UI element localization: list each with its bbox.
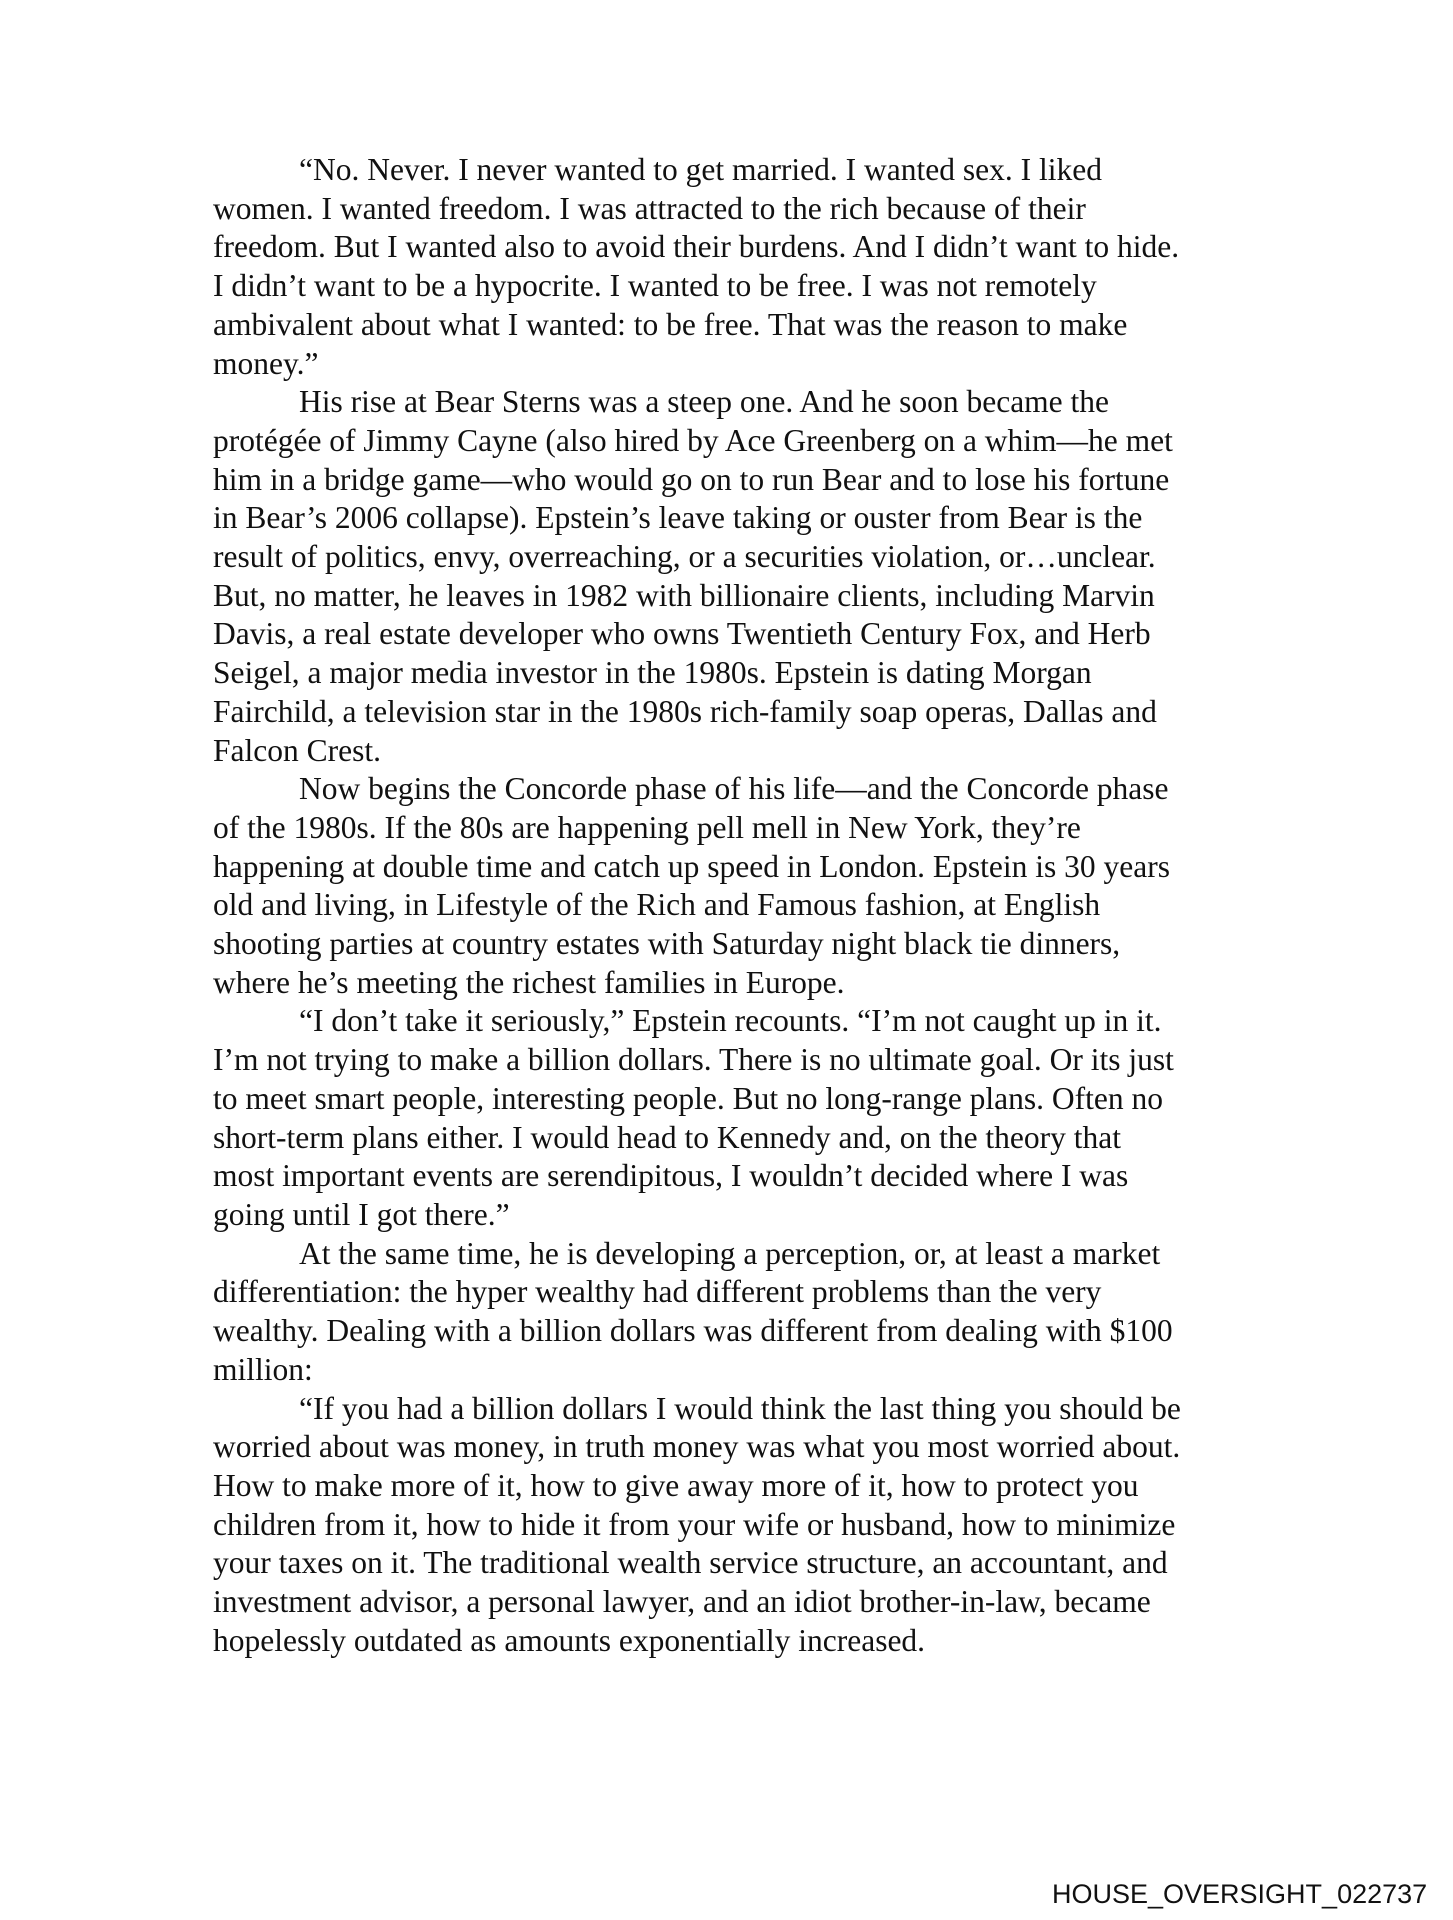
text-line: “If you had a billion dollars I would think the last thing you should be: [299, 1390, 1181, 1426]
text-line: Now begins the Concorde phase of his life—and the Concorde phase: [299, 771, 1169, 807]
text-line: women. I wanted freedom. I was attracted to the rich because of their: [213, 190, 1086, 226]
text-line: him in a bridge game—who would go on to run Bear and to lose his fortune: [213, 461, 1170, 497]
text-line: most important events are serendipitous, I wouldn’t decided where I was: [213, 1158, 1129, 1194]
text-line: Falcon Crest.: [213, 732, 381, 768]
text-line: hopelessly outdated as amounts exponentially increased.: [213, 1622, 926, 1658]
paragraph: [213, 1002, 1273, 1234]
text-line: shooting parties at country estates with Saturday night black tie dinners,: [213, 926, 1121, 962]
text-line: old and living, in Lifestyle of the Rich and Famous fashion, at English: [213, 887, 1101, 923]
text-line: His rise at Bear Sterns was a steep one. And he soon became the: [299, 384, 1110, 420]
text-line: to meet smart people, interesting people. But no long-range plans. Often no: [213, 1080, 1164, 1116]
text-line: in Bear’s 2006 collapse). Epstein’s leave taking or ouster from Bear is the: [213, 500, 1143, 536]
text-line: “No. Never. I never wanted to get married. I wanted sex. I liked: [299, 152, 1102, 187]
text-line: Seigel, a major media investor in the 1980s. Epstein is dating Morgan: [213, 655, 1092, 691]
text-line: I didn’t want to be a hypocrite. I wanted to be free. I was not remotely: [213, 268, 1097, 304]
bates-number: HOUSE_OVERSIGHT_022737: [1052, 1879, 1428, 1909]
paragraph: [213, 1390, 1273, 1661]
text-line: your taxes on it. The traditional wealth service structure, an accountant, and: [213, 1545, 1168, 1581]
text-line: differentiation: the hyper wealthy had different problems than the very: [213, 1274, 1102, 1310]
text-line: How to make more of it, how to give away more of it, how to protect you: [213, 1467, 1139, 1503]
text-line: protégée of Jimmy Cayne (also hired by Ace Greenberg on a whim—he met: [213, 422, 1173, 458]
text-line: wealthy. Dealing with a billion dollars was different from dealing with $100: [213, 1313, 1173, 1349]
text-line: million:: [213, 1351, 313, 1387]
paragraph: [213, 383, 1273, 770]
paragraph: [213, 770, 1273, 1002]
text-line: result of politics, envy, overreaching, or a securities violation, or…unclear.: [213, 539, 1156, 575]
text-line: “I don’t take it seriously,” Epstein recounts. “I’m not caught up in it.: [299, 1003, 1162, 1039]
text-line: children from it, how to hide it from your wife or husband, how to minimize: [213, 1506, 1176, 1542]
text-line: investment advisor, a personal lawyer, and an idiot brother-in-law, became: [213, 1584, 1151, 1620]
text-line: At the same time, he is developing a perception, or, at least a market: [299, 1235, 1161, 1271]
text-line: Fairchild, a television star in the 1980s rich-family soap operas, Dallas and: [213, 693, 1157, 729]
text-line: money.”: [213, 345, 319, 381]
text-line: I’m not trying to make a billion dollars. There is no ultimate goal. Or its just: [213, 1042, 1174, 1078]
text-line: happening at double time and catch up speed in London. Epstein is 30 years: [213, 848, 1171, 884]
text-line: where he’s meeting the richest families in Europe.: [213, 964, 845, 1000]
text-line: of the 1980s. If the 80s are happening pell mell in New York, they’re: [213, 809, 1081, 845]
text-line: ambivalent about what I wanted: to be free. That was the reason to make: [213, 306, 1128, 342]
paragraph: [213, 1235, 1273, 1390]
text-line: short-term plans either. I would head to Kennedy and, on the theory that: [213, 1119, 1122, 1155]
document-body: [213, 151, 1273, 1660]
paragraph: [213, 151, 1273, 383]
text-line: Davis, a real estate developer who owns Twentieth Century Fox, and Herb: [213, 616, 1151, 652]
text-line: going until I got there.”: [213, 1196, 510, 1232]
text-line: freedom. But I wanted also to avoid their burdens. And I didn’t want to hide.: [213, 229, 1180, 265]
text-line: worried about was money, in truth money was what you most worried about.: [213, 1429, 1181, 1465]
text-line: But, no matter, he leaves in 1982 with billionaire clients, including Marvin: [213, 577, 1155, 613]
